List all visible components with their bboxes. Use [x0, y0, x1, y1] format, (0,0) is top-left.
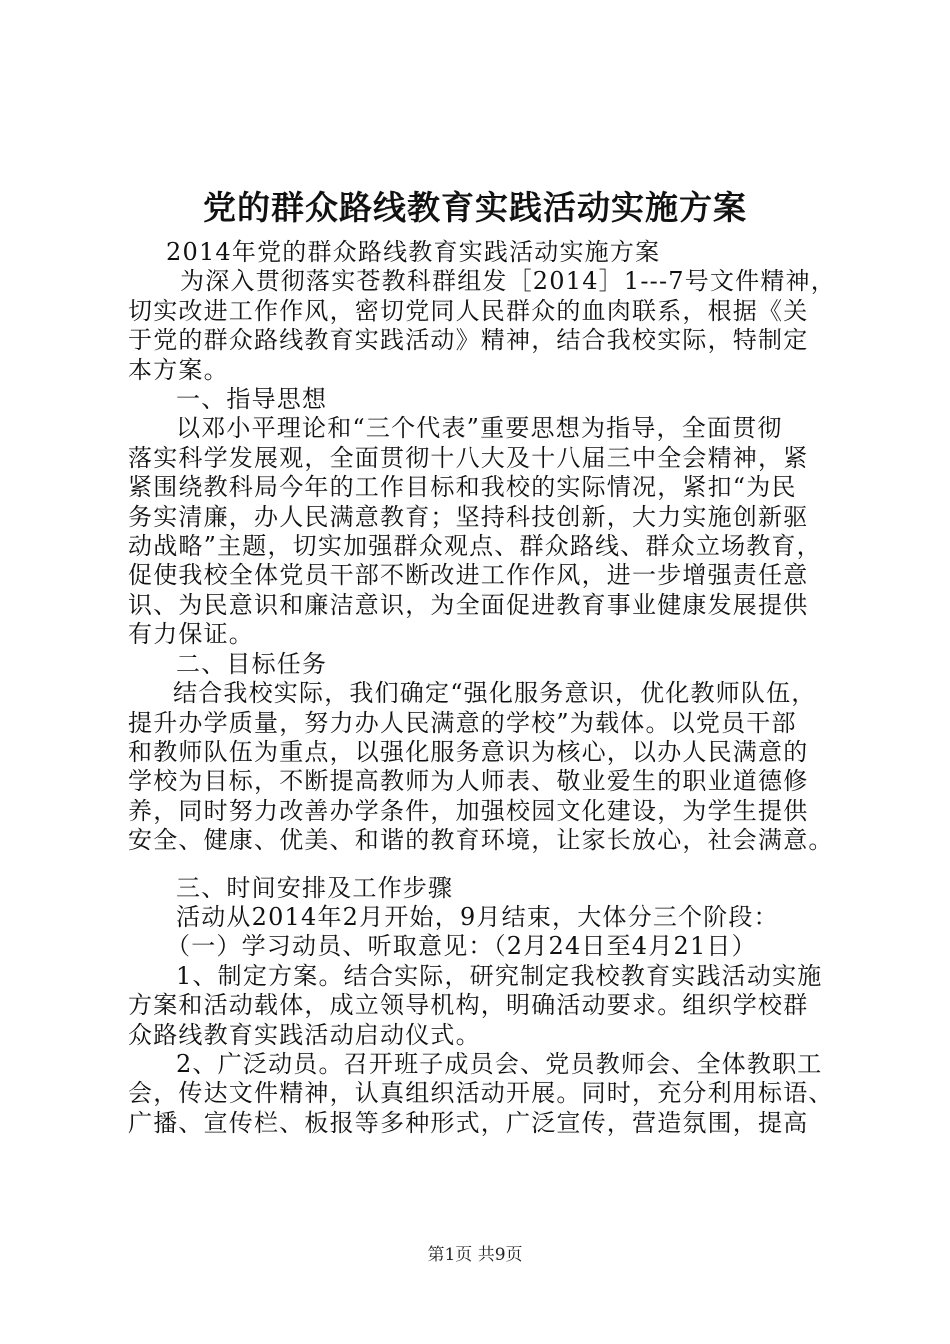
body-line: 以邓小平理论和“三个代表”重要思想为指导，全面贯彻	[176, 414, 783, 443]
document-title: 党的群众路线教育实践活动实施方案	[203, 188, 747, 227]
body-line: 有力保证。	[128, 620, 254, 649]
body-line: 广播、宣传栏、板报等多种形式，广泛宣传，营造氛围，提高	[128, 1108, 809, 1137]
body-line: 务实清廉，办人民满意教育；坚持科技创新，大力实施创新驱	[128, 502, 809, 531]
body-line: 结合我校实际，我们确定“强化服务意识，优化教师队伍，	[173, 679, 817, 708]
body-line: 切实改进工作作风，密切党同人民群众的血肉联系，根据《关	[128, 296, 809, 325]
subsection-heading: （一）学习动员、听取意见：（2月24日至4月21日）	[166, 932, 757, 961]
paragraph-gap	[128, 856, 848, 874]
body-line: 识、为民意识和廉洁意识，为全面促进教育事业健康发展提供	[128, 590, 809, 619]
body-line: 提升办学质量，努力办人民满意的学校”为载体。以党员干部	[128, 708, 797, 737]
body-line: 于党的群众路线教育实践活动》精神，结合我校实际，特制定	[128, 326, 809, 355]
body-line: 为深入贯彻落实苍教科群组发［2014］1---7号文件精神，	[180, 267, 836, 296]
section-heading: 二、目标任务	[176, 649, 328, 678]
body-line: 方案和活动载体，成立领导机构，明确活动要求。组织学校群	[128, 991, 809, 1020]
section-heading: 一、指导思想	[176, 385, 328, 414]
body-line: 动战略”主题，切实加强群众观点、群众路线、群众立场教育，	[128, 532, 822, 561]
body-line: 养，同时努力改善办学条件，加强校园文化建设，为学生提供	[128, 796, 809, 825]
body-line: 紧围绕教科局今年的工作目标和我校的实际情况，紧扣“为民	[128, 473, 797, 502]
body-line: 和教师队伍为重点，以强化服务意识为核心，以办人民满意的	[128, 737, 809, 766]
body-line: 学校为目标，不断提高教师为人师表、敬业爱生的职业道德修	[128, 767, 809, 796]
body-line: 众路线教育实践活动启动仪式。	[128, 1020, 481, 1049]
body-line: 会，传达文件精神，认真组织活动开展。同时，充分利用标语、	[128, 1079, 834, 1108]
document-body	[128, 238, 848, 1138]
body-line: 活动从2014年2月开始，9月结束，大体分三个阶段：	[176, 902, 779, 931]
body-line: 本方案。	[128, 355, 229, 384]
body-line: 落实科学发展观，全面贯彻十八大及十八届三中全会精神，紧	[128, 443, 809, 472]
section-heading: 三、时间安排及工作步骤	[176, 873, 454, 902]
body-line: 1、制定方案。结合实际，研究制定我校教育实践活动实施	[176, 961, 823, 990]
body-line: 安全、健康、优美、和谐的教育环境，让家长放心，社会满意。	[128, 826, 834, 855]
page-footer: 第1页 共9页	[427, 1245, 523, 1265]
body-line: 2、广泛动员。召开班子成员会、党员教师会、全体教职工	[176, 1049, 823, 1078]
body-line: 促使我校全体党员干部不断改进工作作风，进一步增强责任意	[128, 561, 809, 590]
subtitle-line: 2014年党的群众路线教育实践活动实施方案	[166, 238, 661, 266]
